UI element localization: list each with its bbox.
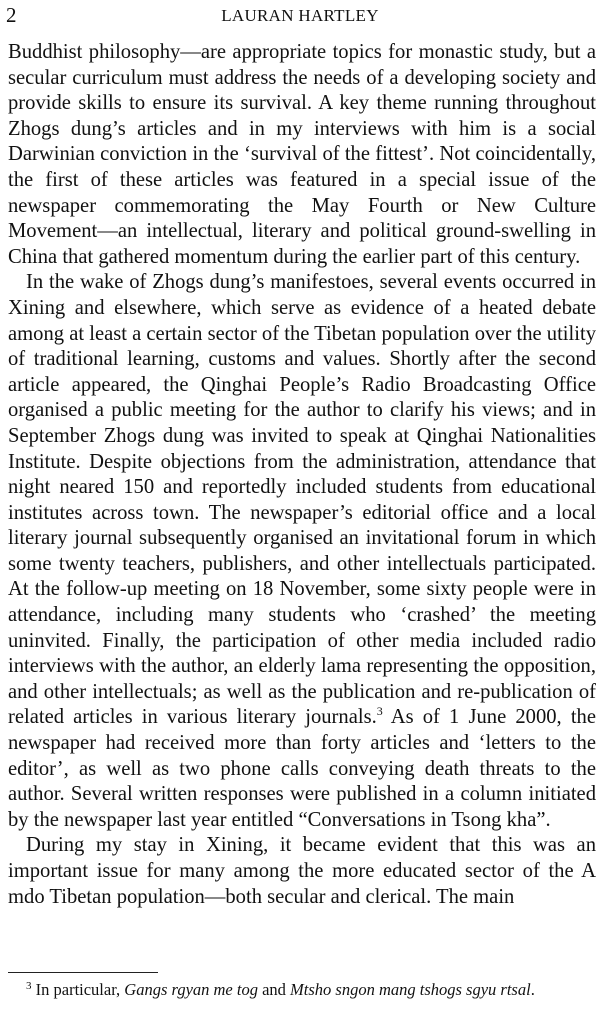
footnote-intro: In particular, [31,980,125,999]
footnote-number: 3 [26,980,32,992]
footnote-end: . [530,980,535,999]
footnote-divider [8,972,158,973]
paragraph-1: Buddhist philosophy—are appropriate topics for monastic study, but a secular curriculum must address the needs of a developing society and provide skills to ensure its survival. A key theme running throughout Zhogs dung’s articles and in my interviews with him is a social Darwinian conviction in the ‘survival of the fittest’. Not coincidentally, the first of these articles was featured in a special issue of the newspaper commemorating the May Fourth or New Culture Movement—an intellectual, literary and political ground-swelling in China that gathered momentum during the earlier part of this century. [8,41,596,268]
running-header [0,2,600,28]
page-number: 2 [6,3,17,27]
paragraph-3: During my stay in Xining, it became evident that this was an important issue for many among the more educated sector of the A mdo Tibetan population—both secular and clerical. The main [8,834,596,908]
footnote-conjunction: and [257,980,291,999]
paragraph-2-text-continued: As of 1 June 2000, the newspaper had received more than forty articles and ‘letters to the editor’, as well as two phone calls conveying death threats to the author. Several written responses were published in a column initiated by the newspaper last year entitled “Conversations in Tsong kha”. [8,706,596,831]
body-text [8,40,596,910]
footnote-title-1: Gangs rgyan me tog [124,980,258,999]
footnote-title-2: Mtsho sngon mang tshogs sgyu rtsal [290,980,531,999]
paragraph-2 [8,270,596,833]
paragraph-2-text: In the wake of Zhogs dung’s manifestoes, several events occurred in Xining and elsewhere, which serve as evidence of a heated debate among at least a certain sector of the Tibetan population over the utility of traditional learning, customs and values. Shortly after the second article appeared, the Qinghai People’s Radio Broadcasting Office organised a public meeting for the author to clarify his views; and in September Zhogs dung was invited to speak at Qinghai Nationalities Institute. Despite objections from the administration, attendance that night neared 150 and reportedly included students from educational institutes across town. The newspaper’s editorial office and a local literary journal subsequently organised an invitational forum in which some twenty teachers, publishers, and other intellectuals participated. At the follow-up meeting on 18 November, some sixty people were in attendance, including many students who ‘crashed’ the meeting uninvited. Finally, the participation of other media included radio interviews with the author, an elderly lama representing the opposition, and other intellectuals; as well as the publication and re-publication of related articles in various literary journals. [8,271,596,729]
footnote [8,979,596,1000]
footnote-reference[interactable]: 3 [376,704,383,719]
running-title: LAURAN HARTLEY [221,6,379,25]
